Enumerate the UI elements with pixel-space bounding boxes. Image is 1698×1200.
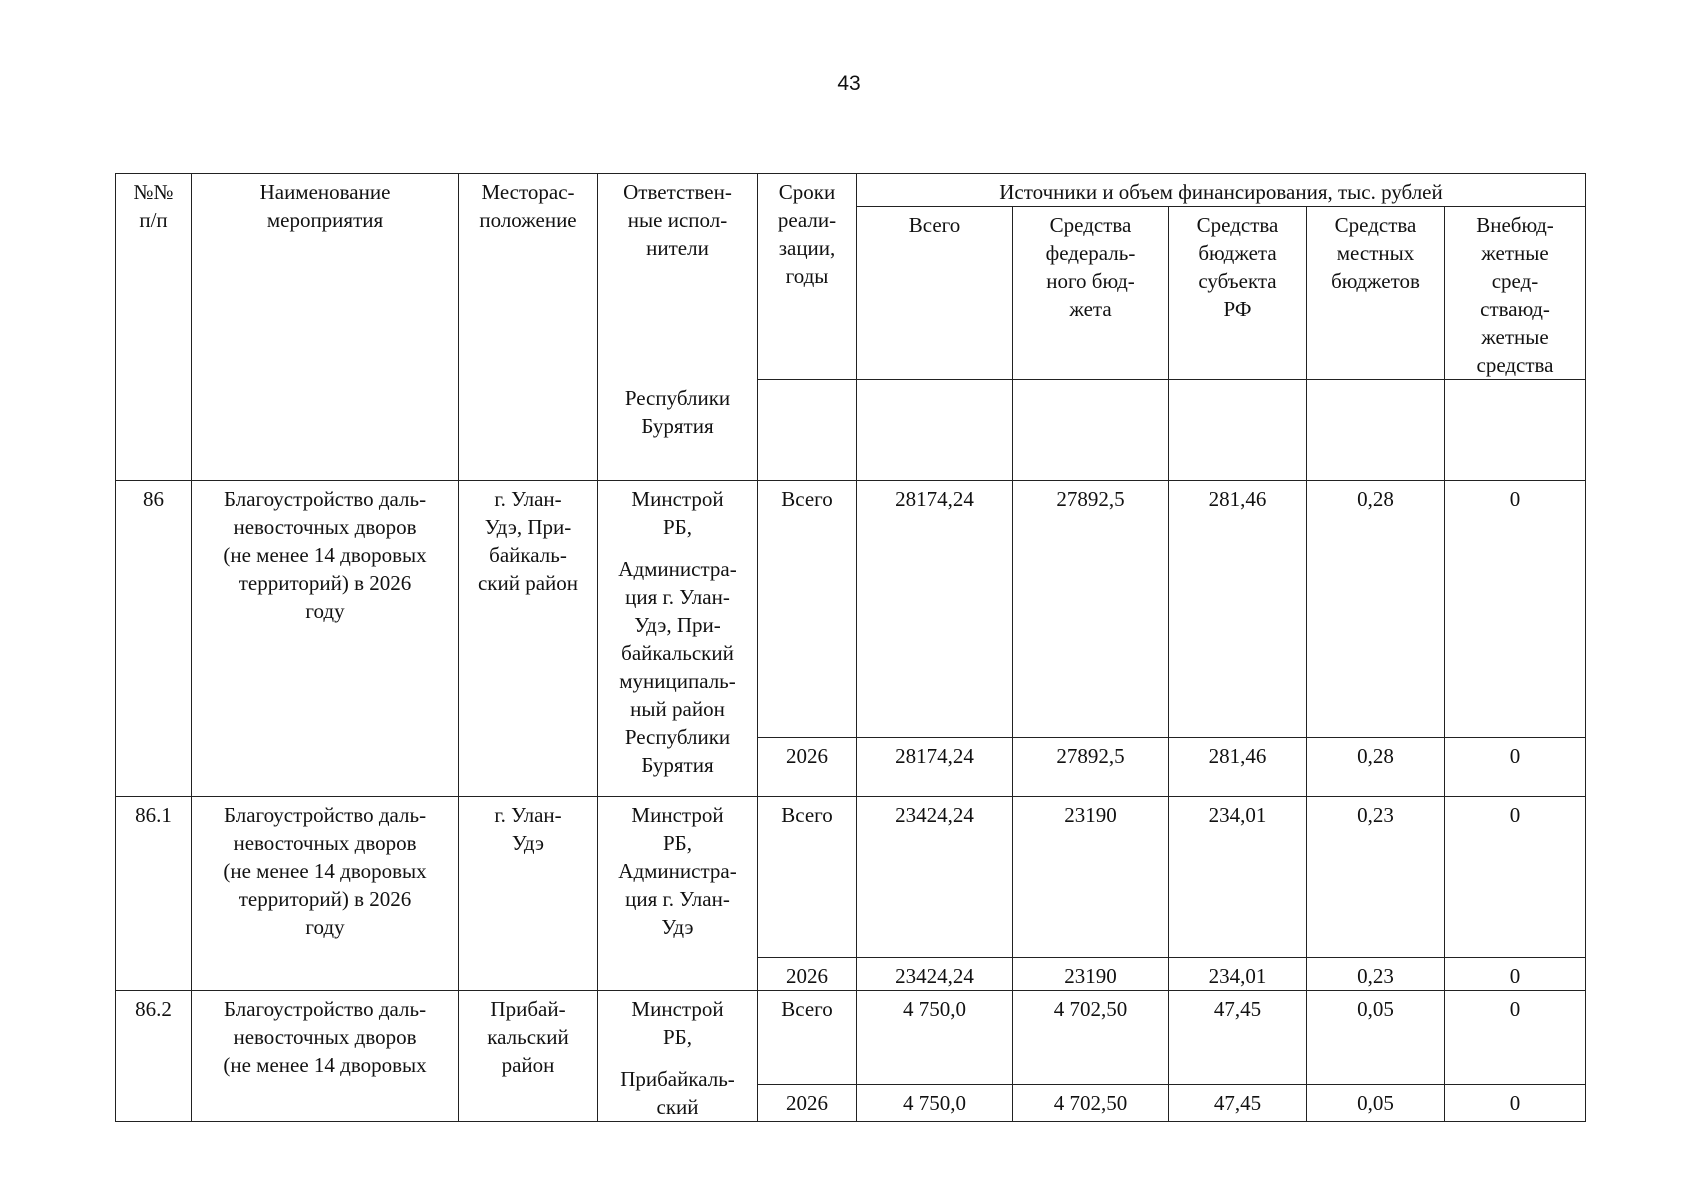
header-executors-top: Ответствен- ные испол- нители [623,180,732,260]
row-federal: 4 702,50 [1013,1085,1169,1122]
header-name: Наименование мероприятия [192,174,459,481]
header-empty [1169,380,1307,481]
row-period: 2026 [758,1085,857,1122]
row-num: 86.2 [116,991,192,1122]
header-empty [1445,380,1586,481]
header-row-1 [116,174,1586,207]
row-location: г. Улан- Удэ [459,797,598,991]
header-empty [758,380,857,481]
row-period: Всего [758,991,857,1085]
row-federal: 23190 [1013,958,1169,991]
header-executors-bottom: Республики Бурятия [624,386,731,438]
header-period: Сроки реали- зации, годы [758,174,857,380]
table-row [116,991,1586,1085]
row-total: 4 750,0 [857,1085,1013,1122]
row-local: 0,23 [1307,958,1445,991]
row-executors-part2: Прибайкаль- ский [620,1067,735,1119]
header-extra: Внебюд- жетные сред- стваюд- жетные средства [1445,207,1586,380]
row-extra: 0 [1445,738,1586,797]
row-num: 86 [116,481,192,797]
financing-table [115,173,1586,1122]
row-total: 23424,24 [857,958,1013,991]
header-financing-title: Источники и объем финансирования, тыс. рублей [857,174,1586,207]
row-executors-part1: Минстрой РБ, [631,487,724,539]
header-federal: Средства федераль- ного бюд- жета [1013,207,1169,380]
row-executors: Минстрой РБ, Администра- ция г. Улан- Удэ [598,797,758,991]
header-local: Средства местных бюджетов [1307,207,1445,380]
row-local: 0,28 [1307,481,1445,738]
row-num: 86.1 [116,797,192,991]
row-local: 0,05 [1307,1085,1445,1122]
header-num: №№ п/п [116,174,192,481]
row-regional: 281,46 [1169,738,1307,797]
row-extra: 0 [1445,991,1586,1085]
header-total: Всего [857,207,1013,380]
row-regional: 234,01 [1169,958,1307,991]
row-executors-part1: Минстрой РБ, [631,997,724,1049]
row-federal: 4 702,50 [1013,991,1169,1085]
row-name: Благоустройство даль- невосточных дворов (не менее 14 дворовых территорий) в 2026 году [192,797,459,991]
row-extra: 0 [1445,797,1586,958]
row-total: 23424,24 [857,797,1013,958]
row-extra: 0 [1445,958,1586,991]
row-regional: 234,01 [1169,797,1307,958]
row-name: Благоустройство даль- невосточных дворов (не менее 14 дворовых [192,991,459,1122]
row-period: 2026 [758,958,857,991]
row-total: 28174,24 [857,738,1013,797]
header-regional: Средства бюджета субъекта РФ [1169,207,1307,380]
header-executors [598,174,758,481]
row-executors [598,481,758,797]
row-executors-part2: Администра- ция г. Улан- Удэ, При- байкальский муниципаль- ный район Республики Бурятия [618,557,737,777]
row-regional: 47,45 [1169,991,1307,1085]
header-empty [1307,380,1445,481]
page-number: 43 [837,72,861,95]
row-period: Всего [758,797,857,958]
row-local: 0,28 [1307,738,1445,797]
row-period: 2026 [758,738,857,797]
row-executors [598,991,758,1122]
header-empty [857,380,1013,481]
row-period: Всего [758,481,857,738]
row-name: Благоустройство даль- невосточных дворов (не менее 14 дворовых территорий) в 2026 году [192,481,459,797]
row-extra: 0 [1445,1085,1586,1122]
header-location: Месторас- положение [459,174,598,481]
row-location: Прибай- кальский район [459,991,598,1122]
row-federal: 23190 [1013,797,1169,958]
row-local: 0,23 [1307,797,1445,958]
table-row [116,481,1586,738]
row-federal: 27892,5 [1013,481,1169,738]
row-federal: 27892,5 [1013,738,1169,797]
row-regional: 281,46 [1169,481,1307,738]
table-row [116,797,1586,958]
row-location: г. Улан- Удэ, При- байкаль- ский район [459,481,598,797]
row-total: 28174,24 [857,481,1013,738]
row-regional: 47,45 [1169,1085,1307,1122]
row-local: 0,05 [1307,991,1445,1085]
row-extra: 0 [1445,481,1586,738]
row-total: 4 750,0 [857,991,1013,1085]
header-empty [1013,380,1169,481]
